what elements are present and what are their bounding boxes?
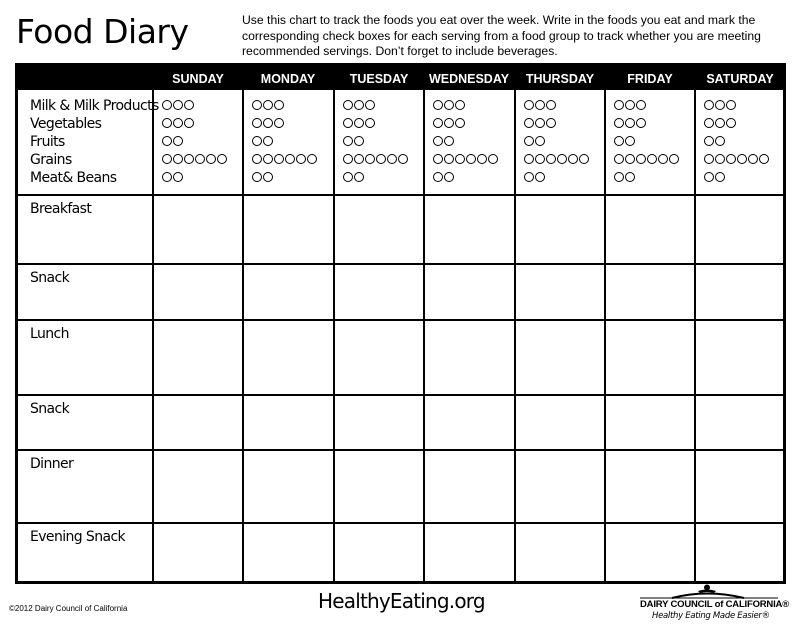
serving-checkbox[interactable] [535,100,545,110]
serving-checkbox[interactable] [343,154,353,164]
serving-checkbox[interactable] [614,118,624,128]
meal-entry-cell[interactable] [425,524,513,580]
day-header-thursday: THURSDAY [525,72,595,86]
serving-checkbox[interactable] [704,154,714,164]
meal-entry-cell[interactable] [154,321,242,394]
food-diary-grid [15,63,786,584]
serving-checkboxes-saturday [704,154,769,164]
meal-entry-cell[interactable] [335,196,423,263]
serving-checkbox[interactable] [726,154,736,164]
serving-checkboxes-thursday [524,154,589,164]
meal-entry-cell[interactable] [154,265,242,319]
food-group-label: Fruits [30,134,65,150]
serving-checkbox[interactable] [285,154,295,164]
day-header-saturday: SATURDAY [706,72,774,86]
serving-checkbox[interactable] [252,100,262,110]
serving-checkbox[interactable] [252,172,262,182]
serving-checkbox[interactable] [274,154,284,164]
meal-entry-cell[interactable] [154,451,242,522]
serving-checkboxes-thursday [524,100,556,110]
serving-checkbox[interactable] [625,172,635,182]
serving-checkbox[interactable] [669,154,679,164]
serving-checkbox[interactable] [252,118,262,128]
serving-checkboxes-wednesday [433,136,454,146]
serving-checkbox[interactable] [748,154,758,164]
serving-checkboxes-friday [614,172,635,182]
meal-entry-cell[interactable] [516,524,604,580]
meal-entry-cell[interactable] [696,321,784,394]
meal-entry-cell[interactable] [606,396,694,449]
serving-checkboxes-wednesday [433,100,465,110]
serving-checkbox[interactable] [343,100,353,110]
serving-checkboxes-sunday [162,136,183,146]
serving-checkbox[interactable] [252,154,262,164]
serving-checkboxes-saturday [704,118,736,128]
serving-checkboxes-thursday [524,136,545,146]
serving-checkbox[interactable] [162,172,172,182]
serving-checkbox[interactable] [263,100,273,110]
meal-entry-cell[interactable] [335,451,423,522]
meal-entry-cell[interactable] [244,524,332,580]
serving-checkbox[interactable] [625,154,635,164]
serving-checkbox[interactable] [726,118,736,128]
serving-checkbox[interactable] [466,154,476,164]
serving-checkbox[interactable] [546,154,556,164]
food-group-label: Grains [30,152,72,168]
serving-checkbox[interactable] [296,154,306,164]
meal-entry-cell[interactable] [244,451,332,522]
serving-checkbox[interactable] [433,172,443,182]
serving-checkbox[interactable] [343,118,353,128]
serving-checkbox[interactable] [614,136,624,146]
serving-checkbox[interactable] [173,172,183,182]
serving-checkbox[interactable] [195,154,205,164]
serving-checkbox[interactable] [433,154,443,164]
meal-entry-cell[interactable] [696,196,784,263]
meal-entry-cell[interactable] [516,265,604,319]
serving-checkbox[interactable] [376,154,386,164]
day-header-monday: MONDAY [260,72,316,86]
copyright-text: ©2012 Dairy Council of California [9,604,128,613]
serving-checkboxes-tuesday [343,154,408,164]
serving-checkboxes-friday [614,136,635,146]
meal-entry-cell[interactable] [335,321,423,394]
meal-entry-cell[interactable] [154,524,242,580]
serving-checkbox[interactable] [568,154,578,164]
serving-checkbox[interactable] [524,154,534,164]
serving-checkbox[interactable] [455,154,465,164]
serving-checkboxes-monday [252,172,273,182]
serving-checkbox[interactable] [343,136,353,146]
serving-checkbox[interactable] [524,118,534,128]
serving-checkboxes-friday [614,154,679,164]
org-name: DAIRY COUNCIL of CALIFORNIA® [640,599,789,610]
serving-checkboxes-sunday [162,118,194,128]
food-group-label: Meat& Beans [30,170,117,186]
serving-checkbox[interactable] [173,100,183,110]
serving-checkbox[interactable] [455,100,465,110]
serving-checkboxes-tuesday [343,172,364,182]
serving-checkbox[interactable] [444,154,454,164]
serving-checkbox[interactable] [354,118,364,128]
meal-entry-cell[interactable] [696,265,784,319]
day-header-tuesday: TUESDAY [349,72,409,86]
serving-checkbox[interactable] [307,154,317,164]
serving-checkbox[interactable] [636,100,646,110]
serving-checkbox[interactable] [433,100,443,110]
serving-checkbox[interactable] [715,100,725,110]
org-tagline: Healthy Eating Made Easier® [652,611,770,621]
day-header-row [18,66,783,90]
serving-checkbox[interactable] [354,136,364,146]
serving-checkbox[interactable] [263,154,273,164]
serving-checkbox[interactable] [579,154,589,164]
serving-checkboxes-saturday [704,100,736,110]
serving-checkbox[interactable] [444,172,454,182]
serving-checkbox[interactable] [524,100,534,110]
meal-entry-cell[interactable] [425,196,513,263]
serving-checkbox[interactable] [444,136,454,146]
serving-checkbox[interactable] [162,100,172,110]
meal-entry-cell[interactable] [244,196,332,263]
meal-entry-cell[interactable] [696,451,784,522]
serving-checkboxes-friday [614,100,646,110]
serving-checkbox[interactable] [524,172,534,182]
serving-checkbox[interactable] [715,172,725,182]
serving-checkbox[interactable] [704,100,714,110]
serving-checkbox[interactable] [354,154,364,164]
food-group-label: Milk & Milk Products [30,98,159,114]
meal-label-snack: Snack [30,270,70,286]
serving-checkboxes-sunday [162,172,183,182]
person-figure-logo-icon [628,584,788,600]
serving-checkbox[interactable] [433,136,443,146]
serving-checkbox[interactable] [535,154,545,164]
serving-checkboxes-wednesday [433,154,498,164]
serving-checkboxes-friday [614,118,646,128]
serving-checkbox[interactable] [263,172,273,182]
serving-checkbox[interactable] [173,118,183,128]
meal-entry-cell[interactable] [154,396,242,449]
serving-checkbox[interactable] [444,118,454,128]
serving-checkbox[interactable] [647,154,657,164]
serving-checkbox[interactable] [715,154,725,164]
meal-entry-cell[interactable] [425,265,513,319]
meal-entry-cell[interactable] [425,321,513,394]
serving-checkboxes-monday [252,118,284,128]
serving-checkbox[interactable] [636,118,646,128]
serving-checkbox[interactable] [354,100,364,110]
serving-checkbox[interactable] [343,172,353,182]
serving-checkbox[interactable] [715,136,725,146]
meal-label-lunch: Lunch [30,326,69,342]
serving-checkbox[interactable] [715,118,725,128]
food-group-label: Vegetables [30,116,102,132]
meal-entry-cell[interactable] [516,396,604,449]
meal-entry-cell[interactable] [606,265,694,319]
serving-checkbox[interactable] [206,154,216,164]
meal-entry-cell[interactable] [696,396,784,449]
serving-checkbox[interactable] [184,118,194,128]
serving-checkbox[interactable] [162,154,172,164]
serving-checkbox[interactable] [636,154,646,164]
serving-checkbox[interactable] [354,172,364,182]
serving-checkbox[interactable] [217,154,227,164]
serving-checkbox[interactable] [263,136,273,146]
meal-entry-cell[interactable] [244,396,332,449]
serving-checkbox[interactable] [726,100,736,110]
serving-checkboxes-wednesday [433,118,465,128]
serving-checkbox[interactable] [398,154,408,164]
serving-checkboxes-tuesday [343,118,375,128]
meal-entry-cell[interactable] [606,196,694,263]
serving-checkbox[interactable] [263,118,273,128]
serving-checkboxes-saturday [704,172,725,182]
serving-checkbox[interactable] [433,118,443,128]
serving-checkboxes-sunday [162,154,227,164]
serving-checkbox[interactable] [535,172,545,182]
serving-checkboxes-tuesday [343,136,364,146]
serving-checkbox[interactable] [535,136,545,146]
meal-entry-cell[interactable] [606,524,694,580]
serving-checkbox[interactable] [365,154,375,164]
meal-entry-cell[interactable] [606,321,694,394]
day-header-friday: FRIDAY [627,72,673,86]
serving-checkboxes-monday [252,154,317,164]
serving-checkbox[interactable] [625,100,635,110]
meal-entry-cell[interactable] [154,196,242,263]
serving-checkbox[interactable] [658,154,668,164]
meal-entry-cell[interactable] [244,321,332,394]
serving-checkbox[interactable] [704,118,714,128]
serving-checkbox[interactable] [387,154,397,164]
serving-checkbox[interactable] [614,154,624,164]
serving-checkbox[interactable] [365,100,375,110]
serving-checkbox[interactable] [274,118,284,128]
meal-label-breakfast: Breakfast [30,201,92,217]
meal-entry-cell[interactable] [516,196,604,263]
meal-entry-cell[interactable] [516,321,604,394]
serving-checkboxes-tuesday [343,100,375,110]
meal-entry-cell[interactable] [425,451,513,522]
serving-checkbox[interactable] [184,154,194,164]
meal-entry-cell[interactable] [425,396,513,449]
meal-entry-cell[interactable] [244,265,332,319]
meal-entry-cell[interactable] [696,524,784,580]
serving-checkbox[interactable] [455,118,465,128]
serving-checkbox[interactable] [737,154,747,164]
serving-checkbox[interactable] [759,154,769,164]
serving-checkbox[interactable] [488,154,498,164]
serving-checkbox[interactable] [535,118,545,128]
serving-checkbox[interactable] [557,154,567,164]
serving-checkbox[interactable] [625,136,635,146]
serving-checkbox[interactable] [546,118,556,128]
serving-checkbox[interactable] [173,136,183,146]
meal-entry-cell[interactable] [606,451,694,522]
serving-checkboxes-thursday [524,118,556,128]
serving-checkbox[interactable] [704,172,714,182]
instructions-text: Use this chart to track the foods you eat over the week. Write in the foods you eat and mark the corresponding check boxes for each serving from a food group to track whether you are meeting recommended servings. Don’t forget to include beverages. [242,13,761,58]
serving-checkboxes-monday [252,136,273,146]
meal-entry-cell[interactable] [335,524,423,580]
serving-checkbox[interactable] [614,100,624,110]
serving-checkboxes-monday [252,100,284,110]
day-header-sunday: SUNDAY [172,72,224,86]
meal-label-evening-snack: Evening Snack [30,529,126,545]
serving-checkboxes-sunday [162,100,194,110]
meal-entry-cell[interactable] [335,396,423,449]
serving-checkbox[interactable] [162,136,172,146]
serving-checkbox[interactable] [252,136,262,146]
serving-checkbox[interactable] [614,172,624,182]
serving-checkboxes-saturday [704,136,725,146]
day-header-wednesday: WEDNESDAY [428,72,510,86]
serving-checkbox[interactable] [704,136,714,146]
serving-checkbox[interactable] [625,118,635,128]
serving-checkbox[interactable] [524,136,534,146]
meal-label-dinner: Dinner [30,456,74,472]
website-link[interactable]: HealthyEating.org [318,589,485,613]
meal-entry-cell[interactable] [335,265,423,319]
serving-checkbox[interactable] [184,100,194,110]
serving-checkbox[interactable] [173,154,183,164]
meal-label-snack: Snack [30,401,70,417]
serving-checkbox[interactable] [477,154,487,164]
serving-checkbox[interactable] [365,118,375,128]
meal-entry-cell[interactable] [516,451,604,522]
serving-checkboxes-wednesday [433,172,454,182]
serving-checkbox[interactable] [546,100,556,110]
serving-checkboxes-thursday [524,172,545,182]
dairy-council-logo [628,584,788,624]
serving-checkbox[interactable] [274,100,284,110]
serving-checkbox[interactable] [162,118,172,128]
serving-checkbox[interactable] [444,100,454,110]
page-title: Food Diary [16,12,189,51]
